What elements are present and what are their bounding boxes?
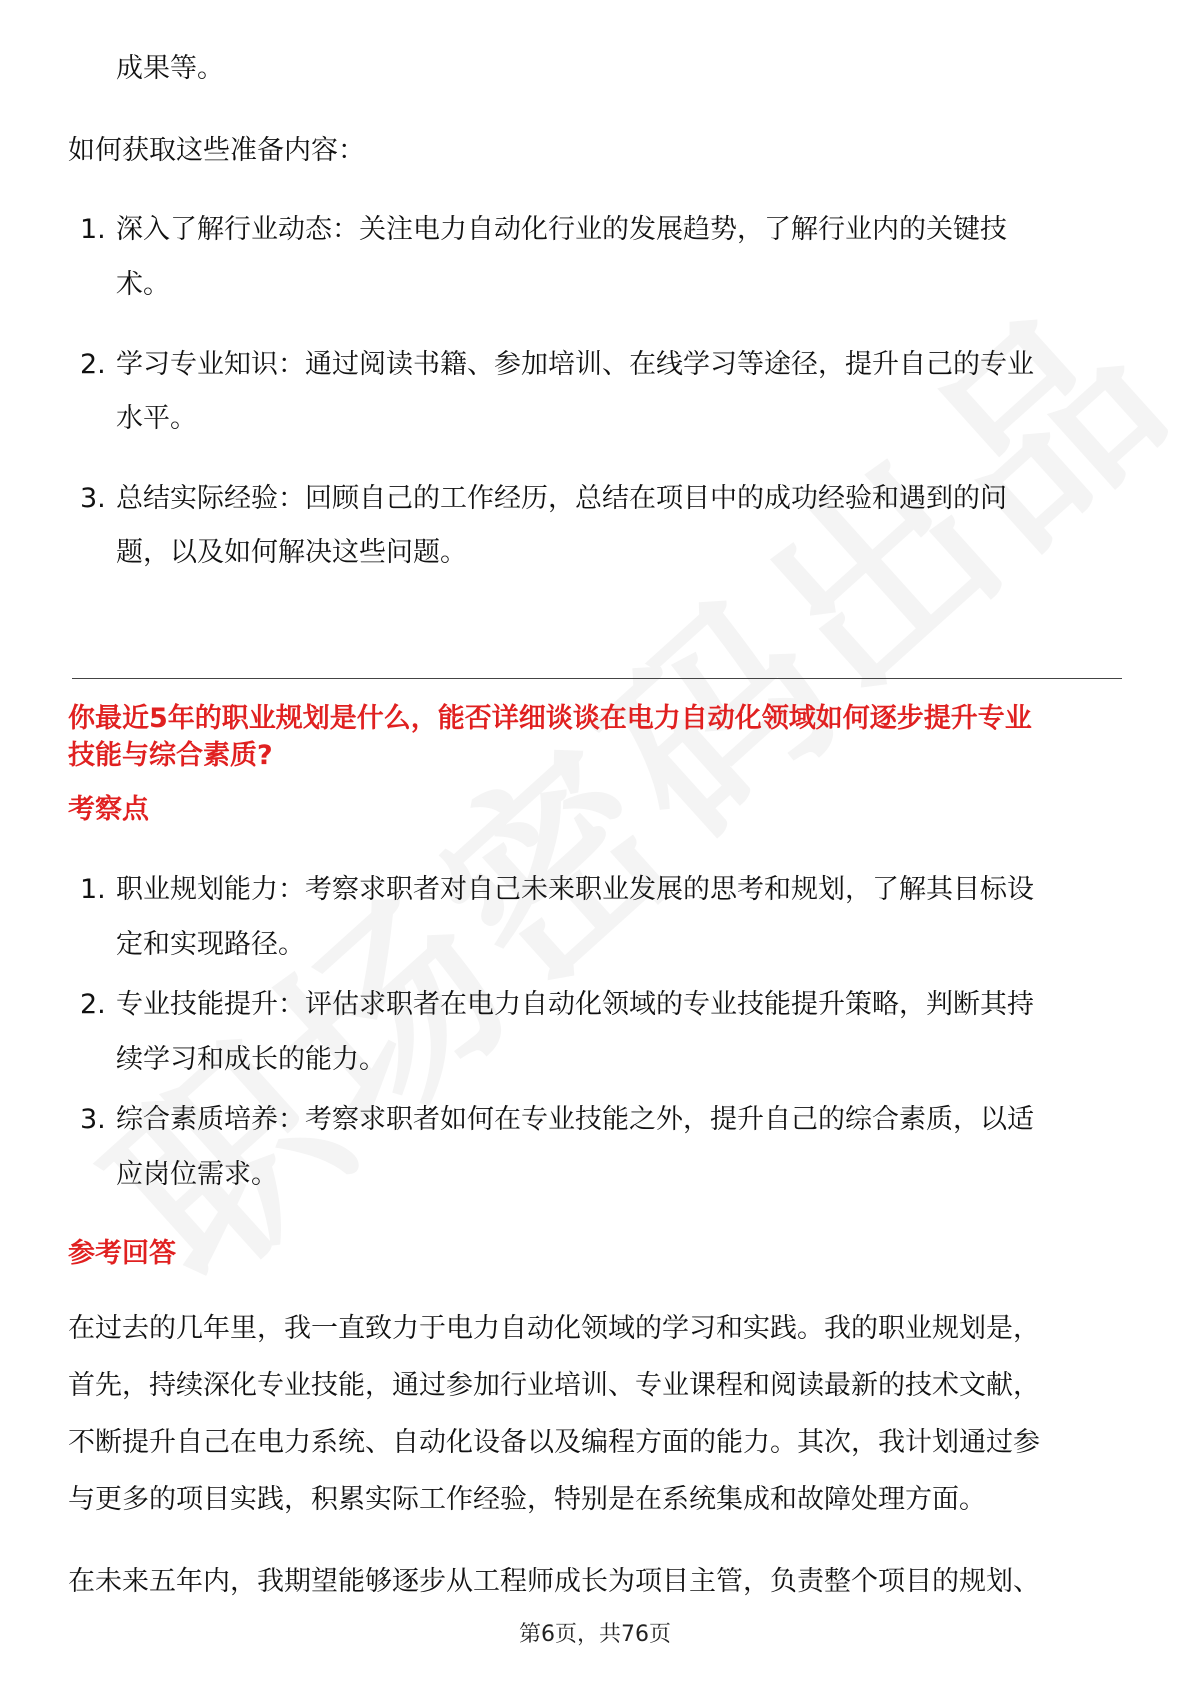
- list-number: 3.: [80, 483, 106, 514]
- list-text-line2: 应岗位需求。: [116, 1159, 278, 1190]
- list-text-line2: 水平。: [116, 403, 197, 434]
- answer-line: 在过去的几年里，我一直致力于电力自动化领域的学习和实践。我的职业规划是，: [68, 1313, 1040, 1344]
- list-number: 3.: [80, 1104, 106, 1135]
- answer-paragraph-2: 在未来五年内，我期望能够逐步从工程师成长为项目主管，负责整个项目的规划、: [68, 1566, 1040, 1597]
- list-number: 2.: [80, 989, 106, 1020]
- list-number: 1.: [80, 214, 106, 245]
- question-line2: 技能与综合素质?: [68, 740, 273, 771]
- page-footer: 第6页，共76页: [519, 1622, 671, 1647]
- list-text-line2: 术。: [116, 269, 170, 300]
- list-text-line2: 续学习和成长的能力。: [116, 1044, 386, 1075]
- list-number: 2.: [80, 349, 106, 380]
- answer-line: 不断提升自己在电力系统、自动化设备以及编程方面的能力。其次，我计划通过参: [68, 1427, 1040, 1458]
- answer-heading: 参考回答: [68, 1238, 176, 1269]
- intro-tail: 成果等。: [116, 53, 224, 84]
- examine-heading: 考察点: [68, 794, 149, 825]
- list-text-line2: 定和实现路径。: [116, 929, 305, 960]
- list-text-line2: 题，以及如何解决这些问题。: [116, 537, 467, 568]
- list-number: 1.: [80, 874, 106, 905]
- list-text-line1: 职业规划能力：考察求职者对自己未来职业发展的思考和规划，了解其目标设: [116, 874, 1034, 905]
- answer-line: 首先，持续深化专业技能，通过参加行业培训、专业课程和阅读最新的技术文献，: [68, 1370, 1040, 1401]
- list-text-line1: 深入了解行业动态：关注电力自动化行业的发展趋势，了解行业内的关键技: [116, 214, 1007, 245]
- prep-heading: 如何获取这些准备内容：: [68, 135, 365, 166]
- list-text-line1: 专业技能提升：评估求职者在电力自动化领域的专业技能提升策略，判断其持: [116, 989, 1034, 1020]
- question-line1: 你最近5年的职业规划是什么，能否详细谈谈在电力自动化领域如何逐步提升专业: [68, 703, 1032, 734]
- list-text-line1: 学习专业知识：通过阅读书籍、参加培训、在线学习等途径，提升自己的专业: [116, 349, 1034, 380]
- answer-line: 与更多的项目实践，积累实际工作经验，特别是在系统集成和故障处理方面。: [68, 1484, 986, 1515]
- section-divider: [72, 678, 1122, 679]
- list-text-line1: 总结实际经验：回顾自己的工作经历，总结在项目中的成功经验和遇到的问: [116, 483, 1007, 514]
- list-text-line1: 综合素质培养：考察求职者如何在专业技能之外，提升自己的综合素质，以适: [116, 1104, 1034, 1135]
